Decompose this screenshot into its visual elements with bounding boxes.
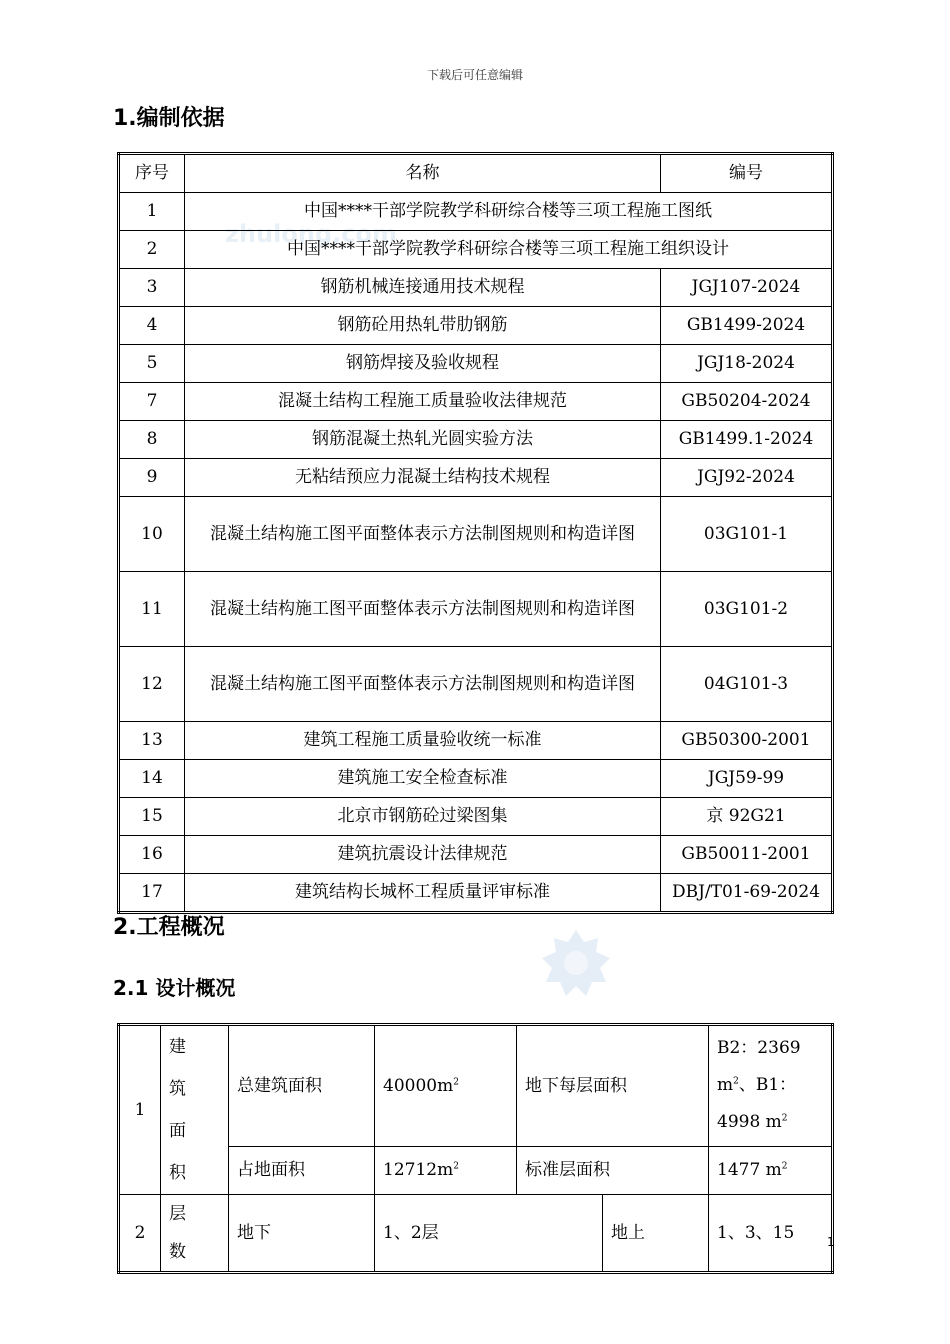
table-row <box>119 647 833 722</box>
basis-table <box>117 152 834 914</box>
cell-label: 总建筑面积 <box>229 1025 375 1147</box>
row-name: 建筑抗震设计法律规范 <box>185 836 661 874</box>
cell-value: $12712m^2$ <box>375 1146 517 1194</box>
table-header-row <box>119 154 833 193</box>
row-category: 建筑面积 <box>161 1025 229 1195</box>
row-name: 钢筋焊接及验收规程 <box>185 345 661 383</box>
cell-value: $40000m^2$ <box>375 1025 517 1147</box>
row-code: DBJ/T01-69-2024 <box>661 874 833 913</box>
row-name: 中国****干部学院教学科研综合楼等三项工程施工图纸 <box>185 193 833 231</box>
row-name: 无粘结预应力混凝土结构技术规程 <box>185 459 661 497</box>
cell-label: 地上 <box>603 1195 709 1273</box>
section-title-overview: 2.工程概况 <box>113 915 225 940</box>
row-no: 11 <box>119 572 185 647</box>
row-no: 10 <box>119 497 185 572</box>
row-code: JGJ107-2024 <box>661 269 833 307</box>
table-row <box>119 383 833 421</box>
row-no: 14 <box>119 760 185 798</box>
table-row <box>119 572 833 647</box>
row-no: 7 <box>119 383 185 421</box>
cell-value: B2：2369 $m^2$、B1： 4998 $m^2$ <box>709 1025 833 1147</box>
row-name: 混凝土结构施工图平面整体表示方法制图规则和构造详图 <box>185 497 661 572</box>
table-row <box>119 307 833 345</box>
cell-label: 地下每层面积 <box>517 1025 709 1147</box>
row-no: 16 <box>119 836 185 874</box>
row-name: 北京市钢筋砼过梁图集 <box>185 798 661 836</box>
design-overview-table <box>117 1023 834 1274</box>
header-no: 序号 <box>119 154 185 193</box>
row-name: 钢筋混凝土热轧光圆实验方法 <box>185 421 661 459</box>
table-row <box>119 722 833 760</box>
row-code: 京 92G21 <box>661 798 833 836</box>
row-code: 03G101-1 <box>661 497 833 572</box>
row-name: 建筑结构长城杯工程质量评审标准 <box>185 874 661 913</box>
cell-label: 占地面积 <box>229 1146 375 1194</box>
table-row <box>119 1195 833 1273</box>
table-row <box>119 874 833 913</box>
table-row <box>119 459 833 497</box>
table-row <box>119 497 833 572</box>
table-row <box>119 421 833 459</box>
row-code: JGJ92-2024 <box>661 459 833 497</box>
row-name: 混凝土结构施工图平面整体表示方法制图规则和构造详图 <box>185 572 661 647</box>
row-no: 3 <box>119 269 185 307</box>
row-code: GB50300-2001 <box>661 722 833 760</box>
row-name: 建筑工程施工质量验收统一标准 <box>185 722 661 760</box>
table-row <box>119 798 833 836</box>
row-no: 2 <box>119 231 185 269</box>
row-code: 03G101-2 <box>661 572 833 647</box>
table-row <box>119 345 833 383</box>
row-no: 12 <box>119 647 185 722</box>
row-name: 钢筋砼用热轧带肋钢筋 <box>185 307 661 345</box>
header-code: 编号 <box>661 154 833 193</box>
page-number: 1 <box>827 1235 835 1249</box>
cell-label: 标准层面积 <box>517 1146 709 1194</box>
row-code: GB1499.1-2024 <box>661 421 833 459</box>
row-category: 层数 <box>161 1195 229 1273</box>
table-row <box>119 1025 833 1147</box>
row-code: JGJ59-99 <box>661 760 833 798</box>
row-code: GB1499-2024 <box>661 307 833 345</box>
table-row <box>119 836 833 874</box>
cell-value: 1477 $m^2$ <box>709 1146 833 1194</box>
table-row <box>119 193 833 231</box>
table-row <box>119 269 833 307</box>
row-code: GB50011-2001 <box>661 836 833 874</box>
row-no: 8 <box>119 421 185 459</box>
row-no: 15 <box>119 798 185 836</box>
row-no: 4 <box>119 307 185 345</box>
table-row <box>119 760 833 798</box>
row-code: 04G101-3 <box>661 647 833 722</box>
row-code: GB50204-2024 <box>661 383 833 421</box>
row-code: JGJ18-2024 <box>661 345 833 383</box>
row-no: 1 <box>119 1025 161 1195</box>
row-name: 混凝土结构施工图平面整体表示方法制图规则和构造详图 <box>185 647 661 722</box>
row-name: 中国****干部学院教学科研综合楼等三项工程施工组织设计 <box>185 231 833 269</box>
row-name: 混凝土结构工程施工质量验收法律规范 <box>185 383 661 421</box>
section-title-basis: 1.编制依据 <box>113 106 225 131</box>
table-row <box>119 231 833 269</box>
section-title-design: 2.1 设计概况 <box>113 976 236 1000</box>
row-no: 5 <box>119 345 185 383</box>
row-no: 1 <box>119 193 185 231</box>
watermark-text: zhulong.com <box>225 220 397 248</box>
row-no: 13 <box>119 722 185 760</box>
page-header-note: 下载后可任意编辑 <box>426 68 523 82</box>
cell-value: 1、3、15 <box>709 1195 833 1273</box>
header-name: 名称 <box>185 154 661 193</box>
watermark-logo-icon <box>540 928 612 1000</box>
cell-value: 1、2层 <box>375 1195 603 1273</box>
row-name: 建筑施工安全检查标准 <box>185 760 661 798</box>
row-name: 钢筋机械连接通用技术规程 <box>185 269 661 307</box>
cell-label: 地下 <box>229 1195 375 1273</box>
row-no: 17 <box>119 874 185 913</box>
row-no: 9 <box>119 459 185 497</box>
row-no: 2 <box>119 1195 161 1273</box>
